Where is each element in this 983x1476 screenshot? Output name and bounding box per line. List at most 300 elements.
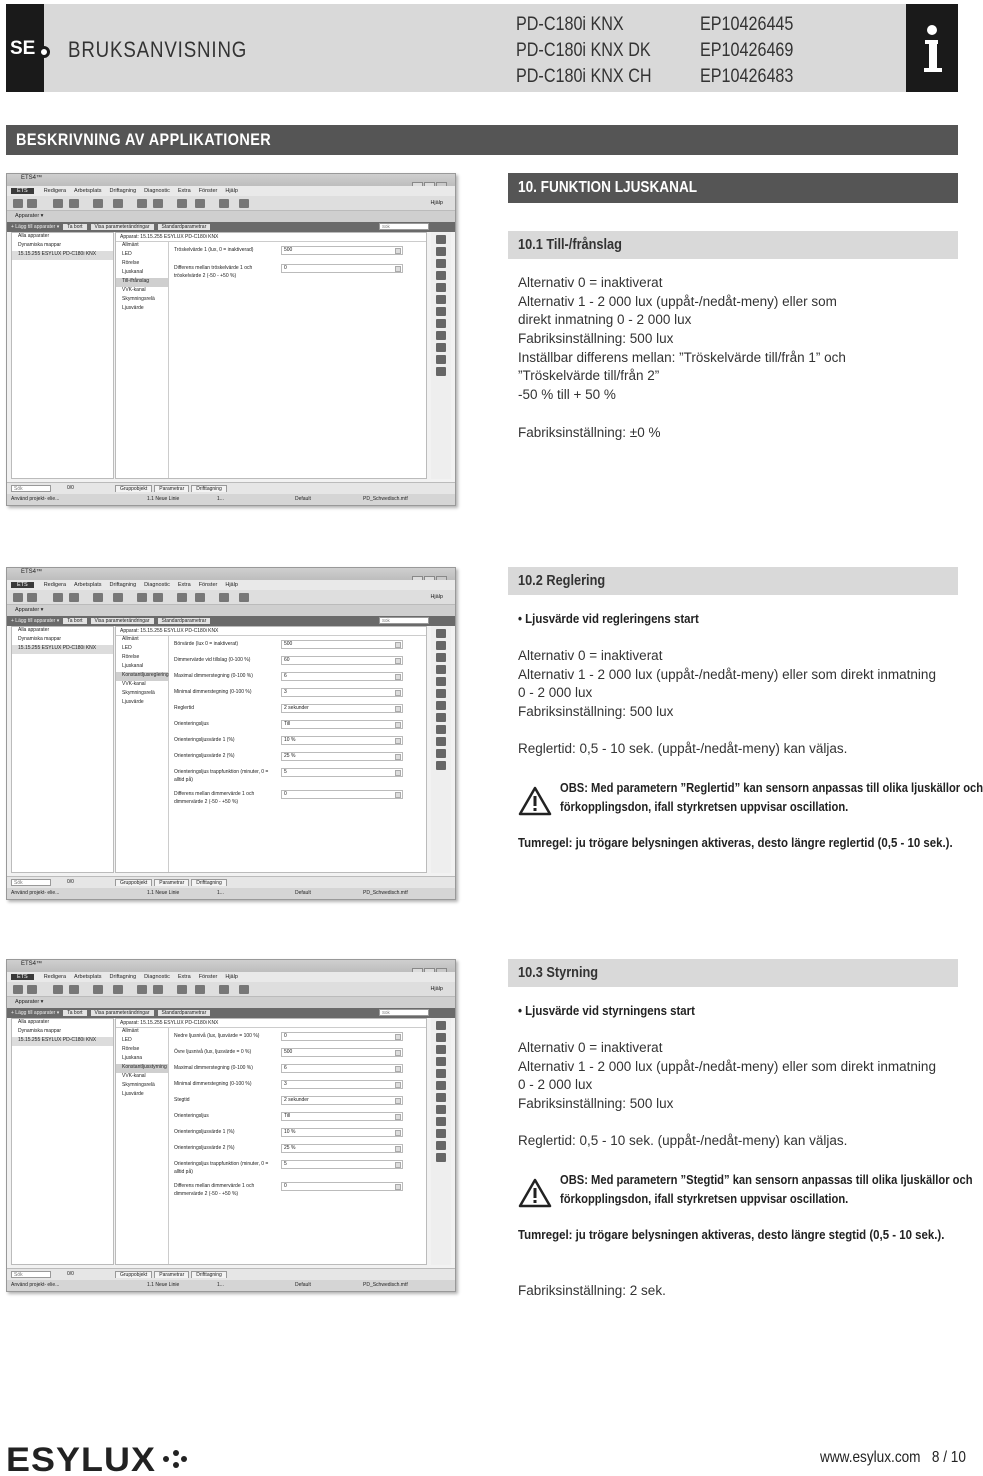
side-tool-icon[interactable] [436, 319, 446, 328]
parameter-label: Orienteringsljusvärde 2 (%) [174, 753, 235, 759]
toolbar-icon[interactable] [137, 199, 147, 208]
side-tool-icon[interactable] [436, 1033, 446, 1042]
text-line: Fabriksinställning: 500 lux [518, 704, 674, 720]
menu-item[interactable]: Extra [177, 582, 191, 588]
toolbar-icon[interactable] [219, 199, 229, 208]
bottom-tab[interactable]: Gruppobjekt [115, 1271, 152, 1278]
footer-url [820, 1449, 966, 1467]
menu-item[interactable]: Driftagning [109, 188, 137, 194]
side-tool-icon[interactable] [436, 235, 446, 244]
parameter-field[interactable]: Till [281, 720, 403, 729]
parameter-field[interactable]: 0 [281, 790, 403, 799]
spinner-icon[interactable] [395, 690, 401, 696]
bottom-tab[interactable]: Drifttagning [191, 485, 227, 492]
remove-button[interactable]: Ta bort [63, 618, 86, 624]
toolbar-icon[interactable] [27, 985, 37, 994]
parameter-field[interactable]: 500 [281, 246, 403, 255]
text-line: Alternativ 1 - 2 000 lux (uppåt-/nedåt-meny) eller som direkt inmatning [518, 1058, 936, 1074]
nav-item[interactable]: VVK-kanal [122, 287, 146, 293]
toolbar-icon[interactable] [195, 199, 205, 208]
spinner-icon[interactable] [395, 1162, 401, 1168]
search-input[interactable]: Sök [379, 1009, 429, 1016]
nav-item[interactable]: Ljusvärde [122, 699, 144, 705]
side-tool-icon[interactable] [436, 259, 446, 268]
page-number: 8 / 10 [931, 1449, 966, 1466]
toolbar-icon[interactable] [195, 593, 205, 602]
panel-title: Apparater ▾ [7, 211, 455, 222]
nav-item[interactable]: Allmänt [122, 242, 139, 248]
spinner-icon[interactable] [395, 266, 401, 272]
bottom-bar [7, 876, 455, 888]
device-toolbar [7, 1008, 455, 1018]
menu-item[interactable]: ETS [11, 188, 34, 194]
toolbar-icon[interactable] [137, 985, 147, 994]
tree-item[interactable]: Alla apparater [18, 627, 50, 633]
toolbar-icon[interactable] [69, 199, 79, 208]
ets-screenshot-till-franslag [6, 173, 456, 506]
help-link[interactable]: Hjälp [430, 200, 443, 206]
parameter-nav [116, 242, 169, 478]
toolbar-icon[interactable] [27, 199, 37, 208]
side-tool-icon[interactable] [436, 629, 446, 638]
bottom-tab[interactable]: Parametrar [154, 1271, 189, 1278]
side-tool-icon[interactable] [436, 725, 446, 734]
parameter-pane [115, 232, 427, 479]
search-input[interactable]: Sök [379, 223, 429, 230]
side-toolbar [431, 1018, 451, 1265]
side-tool-icon[interactable] [436, 641, 446, 650]
menu-item[interactable]: Extra [177, 974, 191, 980]
parameter-label: tröskelvärde 2 (-50 - +50 %) [174, 273, 237, 279]
nav-item[interactable]: Till-/frånslag [116, 278, 168, 287]
parameter-label: Nedre ljusnivå (lux, ljusvärde = 100 %) [174, 1033, 260, 1039]
parameter-label: Differens mellan tröskelvärde 1 och [174, 265, 253, 271]
nav-item[interactable]: Allmänt [122, 1028, 139, 1034]
side-tool-icon[interactable] [436, 367, 446, 376]
panel-title: Apparater ▾ [7, 997, 455, 1008]
bottom-tab[interactable]: Gruppobjekt [115, 879, 152, 886]
s3-time: Reglertid: 0,5 - 10 sek. (uppåt-/nedåt-meny) kan väljas. [518, 1133, 848, 1148]
spinner-icon[interactable] [395, 1098, 401, 1104]
parameter-field[interactable]: 0 [281, 1032, 403, 1041]
parameter-label: alltid på) [174, 1169, 193, 1175]
toolbar [7, 196, 455, 211]
toolbar-icon[interactable] [69, 985, 79, 994]
toolbar-icon[interactable] [113, 593, 123, 602]
spinner-icon[interactable] [395, 1114, 401, 1120]
spinner-icon[interactable] [395, 1184, 401, 1190]
parameter-field[interactable]: 10 % [281, 736, 403, 745]
bottom-tab[interactable]: Drifttagning [191, 879, 227, 886]
spinner-icon[interactable] [395, 248, 401, 254]
page-header [6, 4, 958, 92]
product-name: PD-C180i KNX DK [516, 40, 651, 61]
status-project[interactable]: Använd projekt- elie... [11, 496, 60, 502]
toolbar-icon[interactable] [13, 593, 23, 602]
parameter-field[interactable]: 500 [281, 1048, 403, 1057]
status-line: 1.1 Neue Linie [147, 496, 180, 502]
menu-item[interactable]: Redigera [43, 582, 67, 588]
panel-title: Apparater ▾ [7, 605, 455, 616]
text-line: Fabriksinställning: 500 lux [518, 331, 674, 347]
menu-bar [7, 186, 455, 196]
language-badge [6, 4, 44, 92]
menu-item[interactable]: Arbetsplats [74, 582, 102, 588]
warning-icon [518, 786, 552, 816]
parameter-label: Tröskelvärde 1 (lux, 0 = inaktiverad) [174, 247, 254, 253]
product-list [516, 12, 652, 90]
nav-item[interactable]: Rörelse [122, 260, 140, 266]
website-link[interactable]: www.esylux.com [820, 1449, 921, 1466]
menu-item[interactable]: Diagnostic [144, 974, 170, 980]
spinner-icon[interactable] [395, 754, 401, 760]
parameter-label: Orienteringsljusvärde 1 (%) [174, 1129, 235, 1135]
menu-item[interactable]: Redigera [43, 188, 67, 194]
nav-item[interactable]: Allmänt [122, 636, 139, 642]
parameter-label: Orienteringsljus [174, 1113, 209, 1119]
menu-item[interactable]: Extra [177, 188, 191, 194]
nav-item[interactable]: Rörelse [122, 1046, 140, 1052]
spinner-icon[interactable] [395, 674, 401, 680]
menu-item[interactable]: Arbetsplats [74, 974, 102, 980]
side-tool-icon[interactable] [436, 653, 446, 662]
side-tool-icon[interactable] [436, 737, 446, 746]
spinner-icon[interactable] [395, 706, 401, 712]
status-line: 1.1 Neue Linie [147, 1282, 180, 1288]
std-params-button[interactable]: Standardparametrar [158, 1010, 211, 1016]
help-link[interactable]: Hjälp [430, 986, 443, 992]
menu-item[interactable]: Driftagning [109, 582, 137, 588]
bottom-tab[interactable]: Drifttagning [191, 1271, 227, 1278]
tree-item[interactable]: Alla apparater [18, 1019, 50, 1025]
parameter-field[interactable]: 60 [281, 656, 403, 665]
spinner-icon[interactable] [395, 722, 401, 728]
parameter-label: Orienteringsljus [174, 721, 209, 727]
toolbar-icon[interactable] [219, 593, 229, 602]
toolbar-icon[interactable] [53, 593, 63, 602]
tree-item[interactable]: 15.15.255 ESYLUX PD-C180i KNX [12, 1037, 113, 1046]
side-tool-icon[interactable] [436, 271, 446, 280]
nav-item[interactable]: LED [122, 1037, 132, 1043]
bottom-tab[interactable]: Parametrar [154, 879, 189, 886]
add-devices-button[interactable]: + Lägg till apparater ▾ [11, 224, 60, 230]
device-label: Apparat: 15.15.255 ESYLUX PD-C180i KNX [116, 627, 426, 636]
side-tool-icon[interactable] [436, 701, 446, 710]
toolbar-icon[interactable] [53, 199, 63, 208]
parameter-nav [116, 636, 169, 872]
nav-item[interactable]: Ljuskanal [122, 269, 144, 275]
toolbar-icon[interactable] [93, 985, 103, 994]
parameter-field[interactable]: 0 [281, 264, 403, 273]
tree-item[interactable]: Alla apparater [18, 233, 50, 239]
parameter-label: Dimmervärde vid tillslag (0-100 %) [174, 657, 251, 663]
parameter-field[interactable]: 0 [281, 1182, 403, 1191]
parameter-field[interactable]: 3 [281, 1080, 403, 1089]
show-changes-button[interactable]: Visa parameterändringar [91, 618, 154, 624]
bottom-bar [7, 1268, 455, 1280]
parameter-field[interactable]: Till [281, 1112, 403, 1121]
nav-item[interactable]: Ljuskanal [122, 663, 144, 669]
parameter-field[interactable]: 10 % [281, 1128, 403, 1137]
nav-item[interactable]: Skymningsrelä [122, 1082, 155, 1088]
toolbar-icon[interactable] [177, 199, 187, 208]
menu-item[interactable]: Redigera [43, 974, 67, 980]
spinner-icon[interactable] [395, 792, 401, 798]
toolbar-icon[interactable] [27, 593, 37, 602]
side-tool-icon[interactable] [436, 665, 446, 674]
menu-item[interactable]: Hjälp [225, 188, 238, 194]
s1-description [518, 274, 846, 405]
text-line: direkt inmatning 0 - 2 000 lux [518, 312, 692, 328]
side-tool-icon[interactable] [436, 307, 446, 316]
help-link[interactable]: Hjälp [430, 594, 443, 600]
status-bar [7, 494, 455, 505]
side-tool-icon[interactable] [436, 247, 446, 256]
nav-item[interactable]: Konstantljusstyrning [116, 1064, 168, 1073]
menu-bar [7, 972, 455, 982]
nav-item[interactable]: Ljuskana [122, 1055, 143, 1061]
status-default: Default [295, 890, 311, 896]
counter: 0/0 [67, 1271, 74, 1277]
side-tool-icon[interactable] [436, 1129, 446, 1138]
side-tool-icon[interactable] [436, 1105, 446, 1114]
parameter-field[interactable]: 2 sekunder [281, 704, 403, 713]
side-tool-icon[interactable] [436, 283, 446, 292]
bottom-search-input[interactable]: Sök [11, 1271, 51, 1278]
side-tool-icon[interactable] [436, 1093, 446, 1102]
s3-factory-setting: Fabriksinställning: 2 sek. [518, 1283, 666, 1298]
device-label: Apparat: 15.15.255 ESYLUX PD-C180i KNX [116, 233, 426, 242]
text-line: Alternativ 0 = inaktiverat [518, 648, 663, 663]
toolbar-icon[interactable] [137, 593, 147, 602]
std-params-button[interactable]: Standardparametrar [158, 224, 211, 230]
toolbar-icon[interactable] [195, 985, 205, 994]
spinner-icon[interactable] [395, 658, 401, 664]
menu-item[interactable]: Driftagning [109, 974, 137, 980]
info-icon [906, 4, 958, 92]
side-tool-icon[interactable] [436, 1117, 446, 1126]
toolbar-icon[interactable] [153, 593, 163, 602]
std-params-button[interactable]: Standardparametrar [158, 618, 211, 624]
info-badge [906, 4, 958, 92]
bottom-tab[interactable]: Gruppobjekt [115, 485, 152, 492]
warning-line: förkopplingsdon, ifall styrkretsen uppvisar oscillation. [560, 799, 849, 814]
chapter-title: 10. FUNKTION LJUSKANAL [518, 179, 698, 196]
toolbar-icon[interactable] [177, 985, 187, 994]
product-name: PD-C180i KNX CH [516, 66, 652, 87]
toolbar-icon[interactable] [219, 985, 229, 994]
menu-item[interactable]: ETS [11, 582, 34, 588]
menu-item[interactable]: Fönster [198, 582, 218, 588]
parameter-label: Differens mellan dimmervärde 1 och [174, 1183, 255, 1189]
nav-item[interactable]: Ljusvärde [122, 1091, 144, 1097]
parameter-pane [115, 1018, 427, 1265]
side-tool-icon[interactable] [436, 749, 446, 758]
spinner-icon[interactable] [395, 770, 401, 776]
parameter-field[interactable]: 3 [281, 688, 403, 697]
parameter-field[interactable]: 5 [281, 768, 403, 777]
show-changes-button[interactable]: Visa parameterändringar [91, 224, 154, 230]
side-tool-icon[interactable] [436, 331, 446, 340]
parameter-field[interactable]: 2 sekunder [281, 1096, 403, 1105]
toolbar-icon[interactable] [239, 985, 249, 994]
toolbar-icon[interactable] [13, 199, 23, 208]
spinner-icon[interactable] [395, 1146, 401, 1152]
svg-text:ESYLUX: ESYLUX [6, 1441, 156, 1476]
window-titlebar [7, 174, 455, 186]
s3-rule: Tumregel: ju trögare belysningen aktiveras, desto längre stegtid (0,5 - 10 sek.). [518, 1227, 945, 1242]
side-toolbar [431, 232, 451, 479]
remove-button[interactable]: Ta bort [63, 224, 86, 230]
bottom-tabs [115, 1272, 229, 1278]
menu-item[interactable]: Fönster [198, 974, 218, 980]
nav-item[interactable]: Skymningsrelä [122, 690, 155, 696]
menu-item[interactable]: Fönster [198, 188, 218, 194]
window-title: ETS4™ [21, 569, 43, 575]
parameter-field[interactable]: 500 [281, 640, 403, 649]
parameter-field[interactable]: 25 % [281, 1144, 403, 1153]
status-file: PD_Schwedisch.mtf [363, 890, 408, 896]
side-tool-icon[interactable] [436, 1057, 446, 1066]
search-input[interactable]: Sök [379, 617, 429, 624]
text-line: Alternativ 1 - 2 000 lux (uppåt-/nedåt-meny) eller som [518, 293, 837, 309]
nav-item[interactable]: Konstantljusreglering [116, 672, 168, 681]
nav-item[interactable]: VVK-kanal [122, 681, 146, 687]
s3-description [518, 1039, 936, 1114]
spinner-icon[interactable] [395, 1130, 401, 1136]
bottom-tabs [115, 486, 229, 492]
text-line: Alternativ 1 - 2 000 lux (uppåt-/nedåt-meny) eller som direkt inmatning [518, 666, 936, 682]
nav-item[interactable]: LED [122, 251, 132, 257]
nav-item[interactable]: VVK-kanal [122, 1073, 146, 1079]
spinner-icon[interactable] [395, 1050, 401, 1056]
parameter-label: Minimal dimmerstegning (0-100 %) [174, 689, 252, 695]
remove-button[interactable]: Ta bort [63, 1010, 86, 1016]
tree-item[interactable]: 15.15.255 ESYLUX PD-C180i KNX [12, 251, 113, 260]
status-file: PD_Schwedisch.mtf [363, 496, 408, 502]
spinner-icon[interactable] [395, 1034, 401, 1040]
status-project[interactable]: Använd projekt- elie... [11, 890, 60, 896]
window-titlebar [7, 960, 455, 972]
menu-item[interactable]: Diagnostic [144, 582, 170, 588]
parameter-pane [115, 626, 427, 873]
side-tool-icon[interactable] [436, 355, 446, 364]
device-tree [11, 232, 114, 479]
device-tree [11, 626, 114, 873]
product-code: EP10426445 [700, 14, 794, 35]
toolbar-icon[interactable] [239, 199, 249, 208]
spinner-icon[interactable] [395, 1066, 401, 1072]
toolbar-icon[interactable] [153, 985, 163, 994]
spinner-icon[interactable] [395, 738, 401, 744]
side-tool-icon[interactable] [436, 761, 446, 770]
menu-item[interactable]: Hjälp [225, 582, 238, 588]
nav-item[interactable]: LED [122, 645, 132, 651]
side-tool-icon[interactable] [436, 1045, 446, 1054]
subsection-title-bar [508, 959, 958, 987]
toolbar-icon[interactable] [239, 593, 249, 602]
nav-item[interactable]: Skymningsrelä [122, 296, 155, 302]
tree-item[interactable]: Dynamiska mappar [18, 242, 62, 248]
toolbar-icon[interactable] [153, 199, 163, 208]
product-name: PD-C180i KNX [516, 14, 624, 35]
toolbar-icon[interactable] [53, 985, 63, 994]
parameter-label: Maximal dimmerstegning (0-100 %) [174, 673, 253, 679]
side-tool-icon[interactable] [436, 1153, 446, 1162]
spinner-icon[interactable] [395, 642, 401, 648]
side-tool-icon[interactable] [436, 689, 446, 698]
status-item: 1... [217, 1282, 224, 1288]
s3-warning [560, 1170, 973, 1208]
nav-item[interactable]: Ljusvärde [122, 305, 144, 311]
toolbar-icon[interactable] [113, 985, 123, 994]
add-devices-button[interactable]: + Lägg till apparater ▾ [11, 618, 60, 624]
tree-item[interactable]: Dynamiska mappar [18, 636, 62, 642]
status-bar [7, 1280, 455, 1291]
side-tool-icon[interactable] [436, 677, 446, 686]
section-title-bar [6, 125, 958, 155]
side-tool-icon[interactable] [436, 713, 446, 722]
parameter-label: Övre ljusnivå (lux, ljusvärde = 0 %) [174, 1049, 252, 1055]
nav-item[interactable]: Rörelse [122, 654, 140, 660]
toolbar-icon[interactable] [69, 593, 79, 602]
tree-item[interactable]: 15.15.255 ESYLUX PD-C180i KNX [12, 645, 113, 654]
parameter-label: Börvärde (lux 0 = inaktiverat) [174, 641, 239, 647]
product-code: EP10426483 [700, 66, 794, 87]
toolbar-icon[interactable] [13, 985, 23, 994]
toolbar-icon[interactable] [93, 199, 103, 208]
menu-item[interactable]: Diagnostic [144, 188, 170, 194]
counter: 0/0 [67, 879, 74, 885]
s3-bullet: • Ljusvärde vid styrningens start [518, 1003, 695, 1018]
add-devices-button[interactable]: + Lägg till apparater ▾ [11, 1010, 60, 1016]
parameter-label: Orienteringsljusvärde 2 (%) [174, 1145, 235, 1151]
parameter-nav [116, 1028, 169, 1264]
spinner-icon[interactable] [395, 1082, 401, 1088]
bottom-tab[interactable]: Parametrar [154, 485, 189, 492]
esylux-logo [6, 1441, 196, 1475]
parameter-field[interactable]: 6 [281, 1064, 403, 1073]
menu-item[interactable]: Arbetsplats [74, 188, 102, 194]
side-tool-icon[interactable] [436, 1141, 446, 1150]
subsection-title: 10.2 Reglering [518, 572, 606, 589]
toolbar-icon[interactable] [113, 199, 123, 208]
toolbar-icon[interactable] [93, 593, 103, 602]
menu-item[interactable]: ETS [11, 974, 34, 980]
toolbar-icon[interactable] [177, 593, 187, 602]
subsection-title: 10.3 Styrning [518, 964, 599, 981]
section-title: BESKRIVNING AV APPLIKATIONER [16, 130, 272, 149]
show-changes-button[interactable]: Visa parameterändringar [91, 1010, 154, 1016]
status-item: 1... [217, 890, 224, 896]
side-tool-icon[interactable] [436, 1069, 446, 1078]
menu-item[interactable]: Hjälp [225, 974, 238, 980]
bottom-search-input[interactable]: Sök [11, 485, 51, 492]
status-project[interactable]: Använd projekt- elie... [11, 1282, 60, 1288]
bottom-search-input[interactable]: Sök [11, 879, 51, 886]
tree-item[interactable]: Dynamiska mappar [18, 1028, 62, 1034]
parameter-field[interactable]: 6 [281, 672, 403, 681]
parameter-label: Orienteringsljusvärde 1 (%) [174, 737, 235, 743]
parameter-field[interactable]: 5 [281, 1160, 403, 1169]
side-tool-icon[interactable] [436, 1081, 446, 1090]
parameter-field[interactable]: 25 % [281, 752, 403, 761]
side-tool-icon[interactable] [436, 343, 446, 352]
side-tool-icon[interactable] [436, 295, 446, 304]
side-tool-icon[interactable] [436, 1021, 446, 1030]
counter: 0/0 [67, 485, 74, 491]
subsection-title-bar [508, 231, 958, 259]
